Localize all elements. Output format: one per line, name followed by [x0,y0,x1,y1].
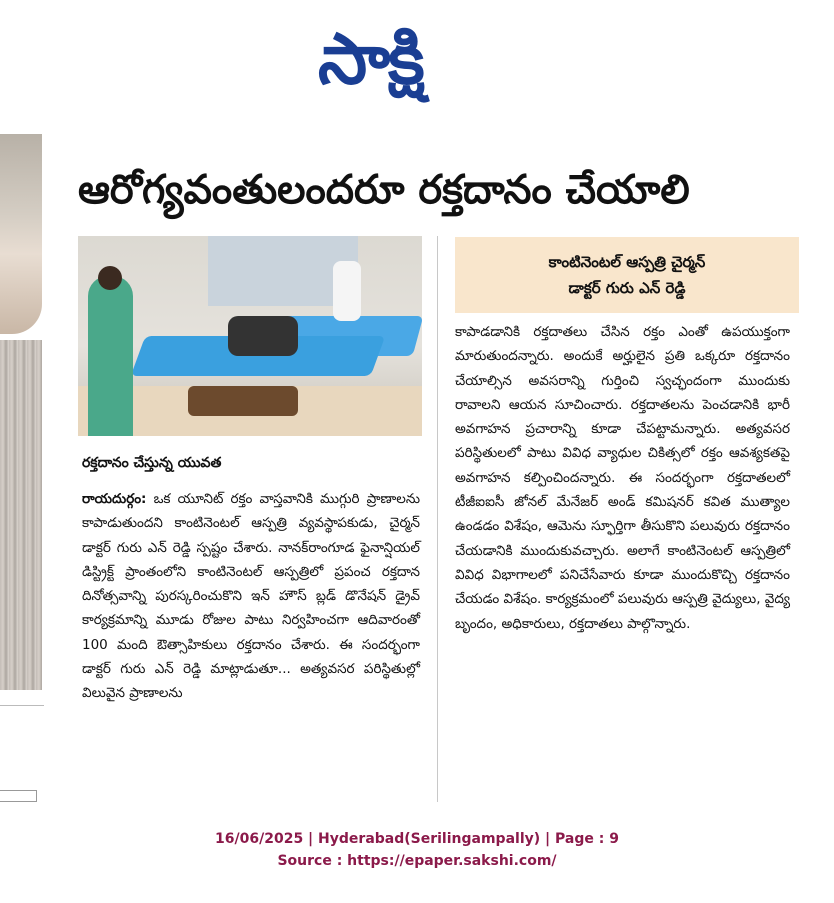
body-text-right: కాపాడడానికి రక్తదాతలు చేసిన రక్తం ఎంతో ఉపయుక్తంగా మారుతుందన్నారు. అందుకే అర్హులైన ప్రతి ఒక్కరూ రక్తదానం చేయాల్సిన అవసరాన్ని గుర్తించి స్వచ్ఛందంగా ముందుకు రావాలని ఆయన సూచించారు. రక్తదాతలను పెంచడానికి భారీ అవగాహన ప్రచారాన్ని కూడా చేపట్టామన్నారు. అత్యవసర పరిస్థితులలో పాటు వివిధ వ్యాధుల చికిత్సలో రక్తం ఆవశ్యకతపై అవగాహన కల్పించిందన్నారు. ఈ సందర్భంగా రక్తదాతలలో టీజీఐఐసీ జోనల్ మేనేజర్ అండ్ కమిషనర్ కవిత ముత్యాల ఉండడం విశేషం, ఆమెను స్ఫూర్తిగా తీసుకొని పలువురు రక్తదానం చేయడానికి ముందుకువచ్చారు. అలాగే కాంటినెంటల్ ఆస్పత్రిలో వివిధ విభాగాలలో పనిచేసేవారు కూడా ముందుకొచ్చి రక్తదానం చేయడం విశేషం. కార్యక్రమంలో పలువురు ఆస్పత్రి వైద్యులు, వైద్య బృందం, అధికారులు, రక్తదాతలు పాల్గొన్నారు. [455,324,791,632]
adjacent-article-box [0,790,37,802]
article-photo [78,236,422,436]
body-text-left: ఒక యూనిట్ రక్తం వాస్తవానికి ముగ్గురి ప్రాణాలను కాపాడుతుందని కాంటినెంటల్ ఆస్పత్రి వ్యవస్థాపకుడు, చైర్మన్ డాక్టర్ గురు ఎన్ రెడ్డి స్పష్టం చేశారు. నానక్‌రాంగూడ ఫైనాన్షియల్ డిస్ట్రిక్ట్ ప్రాంతంలోని కాంటినెంటల్ ఆస్పత్రిలో ప్రపంచ రక్తదాన దినోత్సవాన్ని పురస్కరించుకొని ఇన్ హౌస్ బ్లడ్ డొనేషన్ డ్రైవ్ కార్యక్రమాన్ని మూడు రోజుల పాటు నిర్వహించగా ఆదివారంతో 100 మంది ఔత్సాహికులు రక్తదానం చేశారు. ఈ సందర్భంగా డాక్టర్ గురు ఎన్ రెడ్డి మాట్లాడుతూ... అత్యవసర పరిస్థితుల్లో విలువైన ప్రాణాలను [82,491,420,702]
subheading-line-2: డాక్టర్ గురు ఎన్ రెడ్డి [568,279,686,297]
page-footer [0,828,834,872]
photo-caption: రక్తదానం చేస్తున్న యువత [82,455,222,471]
subheading-line-1: కాంటినెంటల్ ఆస్పత్రి చైర్మన్ [548,253,706,271]
adjacent-article-photo [0,134,42,334]
article-headline: ఆరోగ్యవంతులందరూ రక్తదానం చేయాలి [78,167,690,213]
column-divider [437,236,438,802]
photo-nurse-head [98,266,122,290]
divider [0,705,44,706]
sakshi-logo: సాక్షి [318,18,423,100]
adjacent-article-image [0,340,42,690]
masthead [0,0,834,110]
footer-source: Source : https://epaper.sakshi.com/ [277,853,557,869]
photo-doctor [333,261,361,321]
dateline: రాయదుర్గం: [82,491,147,507]
article-body-left [82,487,420,706]
footer-date-page: 16/06/2025 | Hyderabad(Serilingampally) | Page : 9 [215,831,619,847]
photo-nurse [88,276,133,436]
photo-chair-base [188,386,298,416]
article-body-right [455,320,790,636]
subheading-box [455,237,799,313]
photo-donor [228,316,298,356]
